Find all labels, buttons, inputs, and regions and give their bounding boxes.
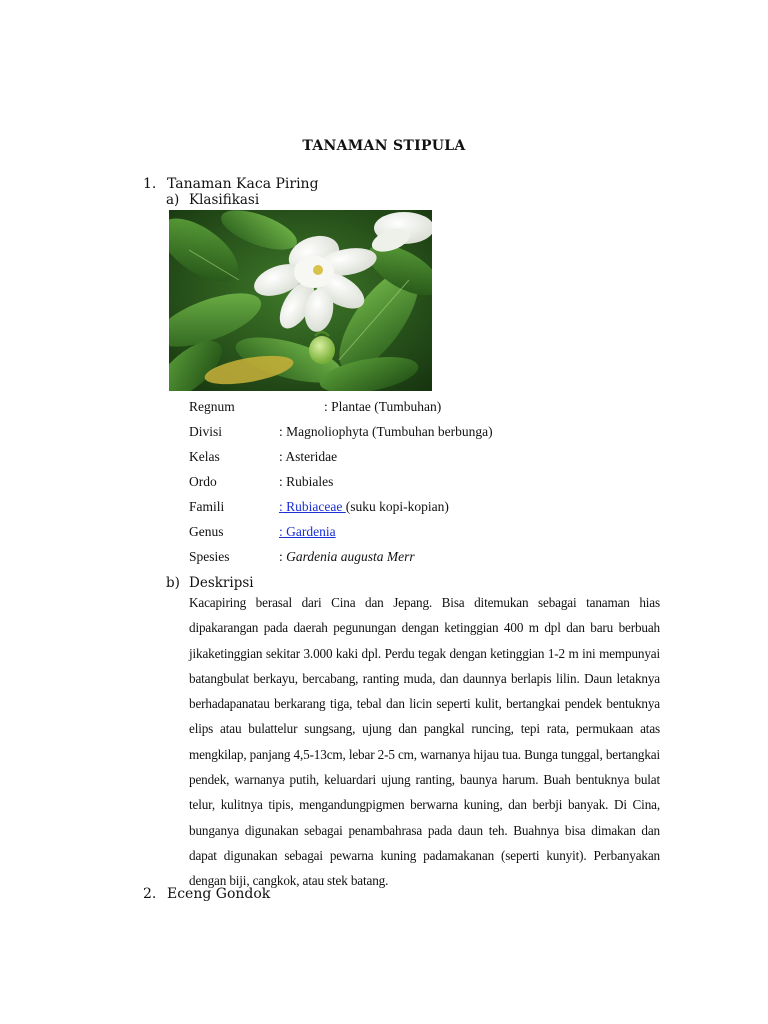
classification-value: : Plantae (Tumbuhan) xyxy=(324,399,442,414)
classification-value: : Rubiales xyxy=(279,474,334,489)
classification-value: : Asteridae xyxy=(279,449,338,464)
sub-b-number: b) xyxy=(166,575,180,591)
classification-label: Kelas xyxy=(189,449,220,464)
classification-value: : Magnoliophyta (Tumbuhan berbunga) xyxy=(279,424,493,439)
classification-label: Regnum xyxy=(189,399,235,414)
classification-label: Famili xyxy=(189,499,225,514)
classification-table xyxy=(189,399,589,579)
classification-label: Divisi xyxy=(189,424,223,439)
gardenia-link[interactable]: : Gardenia xyxy=(279,524,336,539)
rubiaceae-link[interactable]: : Rubiaceae xyxy=(279,499,346,514)
classification-label: Ordo xyxy=(189,474,217,489)
section-2-number: 2. xyxy=(143,886,157,902)
description-paragraph: Kacapiring berasal dari Cina dan Jepang. Bisa ditemukan sebagai tanaman hias dipakarangan pada daerah pegunungan dengan ketinggian 400 m dpl dan baru berbuah jikaketinggian sekitar 3.000 kaki dpl. Perdu tegak dengan ketinggian 1-2 m ini mempunyai batangbulat berkayu, bercabang, ranting muda, dan daunnya berlapis lilin. Daun letaknya berhadapanatau berkarang tiga, tebal dan licin seperti kulit, bertangkai pendek bentuknya elips atau bulattelur sungsang, ujung dan pangkal runcing, tepi rata, permukaan atas mengkilap, panjang 4,5-13cm, lebar 2-5 cm, warnanya hijau tua. Bunga tunggal, bertangkai pendek, warnanya putih, keluardari ujung ranting, baunya harum. Buah bentuknya bulat telur, kulitnya tipis, mengandungpigmen berwarna kuning, dan berbji banyak. Di Cina, bunganya digunakan sebagai penambahrasa pada daun teh. Buahnya bisa dimakan dan dapat digunakan sebagai pewarna kuning padamakanan (seperti kunyit). Perbanyakan dengan biji, cangkok, atau stek batang. xyxy=(189,595,660,889)
section-2-heading: Eceng Gondok xyxy=(167,886,271,902)
classification-value: : Rubiaceae (suku kopi-kopian) xyxy=(279,499,449,514)
classification-value xyxy=(279,524,336,540)
sub-a-number: a) xyxy=(166,192,180,208)
sub-b-heading: Deskripsi xyxy=(189,575,254,591)
section-1-number: 1. xyxy=(143,176,157,192)
gardenia-photo xyxy=(169,210,432,391)
section-1-heading: Tanaman Kaca Piring xyxy=(167,176,319,192)
sub-a-heading: Klasifikasi xyxy=(189,192,260,208)
classification-value: : Gardenia augusta Merr xyxy=(279,549,415,564)
classification-label: Spesies xyxy=(189,549,230,564)
classification-label: Genus xyxy=(189,524,224,539)
document-title: TANAMAN STIPULA xyxy=(302,138,466,154)
